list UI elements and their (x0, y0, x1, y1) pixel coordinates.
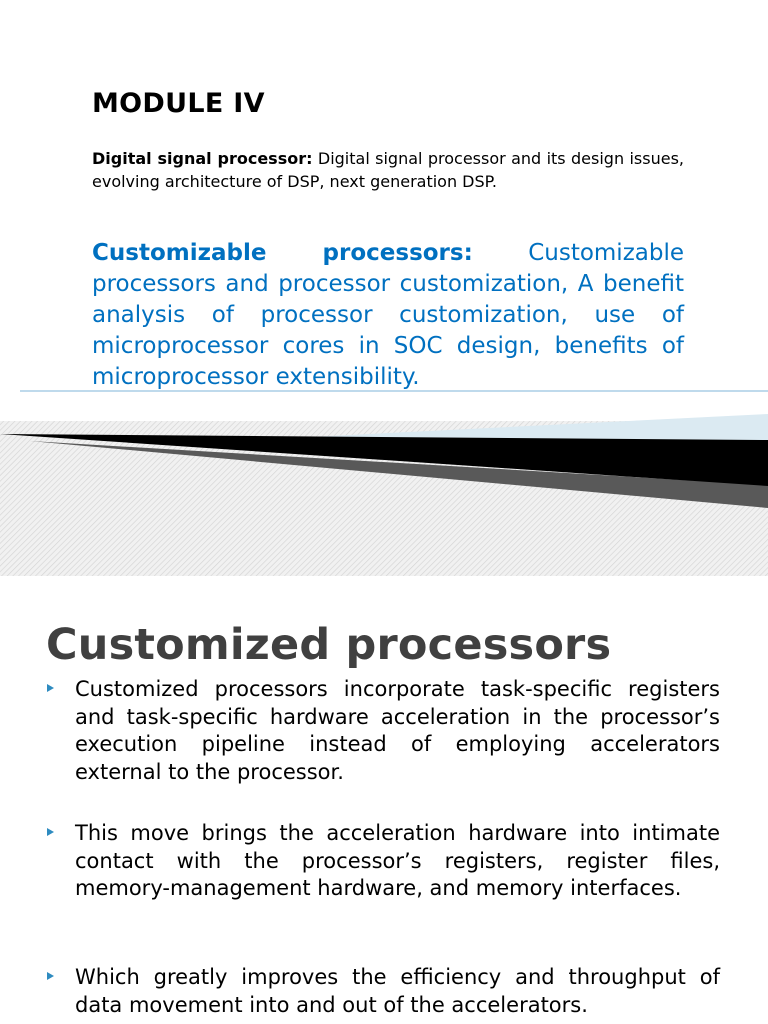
bullet-item (75, 964, 720, 1019)
slide-title: MODULE IV (92, 88, 265, 119)
triangle-bullet-icon (47, 684, 54, 692)
triangle-bullet-icon (47, 972, 54, 980)
triangle-bullet-icon (47, 828, 54, 836)
customizable-topic-label: Customizable processors: (92, 240, 473, 266)
dsp-topic-label: Digital signal processor: (92, 149, 313, 168)
dsp-topic-text: Digital signal processor and its design issues, evolving architecture of DSP, next generation DSP. (92, 149, 684, 191)
bullet-item (75, 820, 720, 903)
bullet-item (75, 676, 720, 786)
customizable-topic-text: Customizable processors and processor customization, A benefit analysis of processor customization, use of microprocessor cores in SOC design, benefits of microprocessor extensibility. (92, 240, 685, 390)
bullet-text: This move brings the acceleration hardware into intimate contact with the processor’s registers, register files, memory-management hardware, and memory interfaces. (75, 821, 720, 900)
slide-customized-processors (0, 576, 768, 1024)
slide-title: Customized processors (46, 620, 612, 670)
bullet-text: Which greatly improves the efficiency and throughput of data movement into and out of the accelerators. (75, 965, 720, 1017)
bullet-text: Customized processors incorporate task-specific registers and task-specific hardware acceleration in the processor’s execution pipeline instead of employing accelerators external to the processor. (75, 677, 720, 784)
